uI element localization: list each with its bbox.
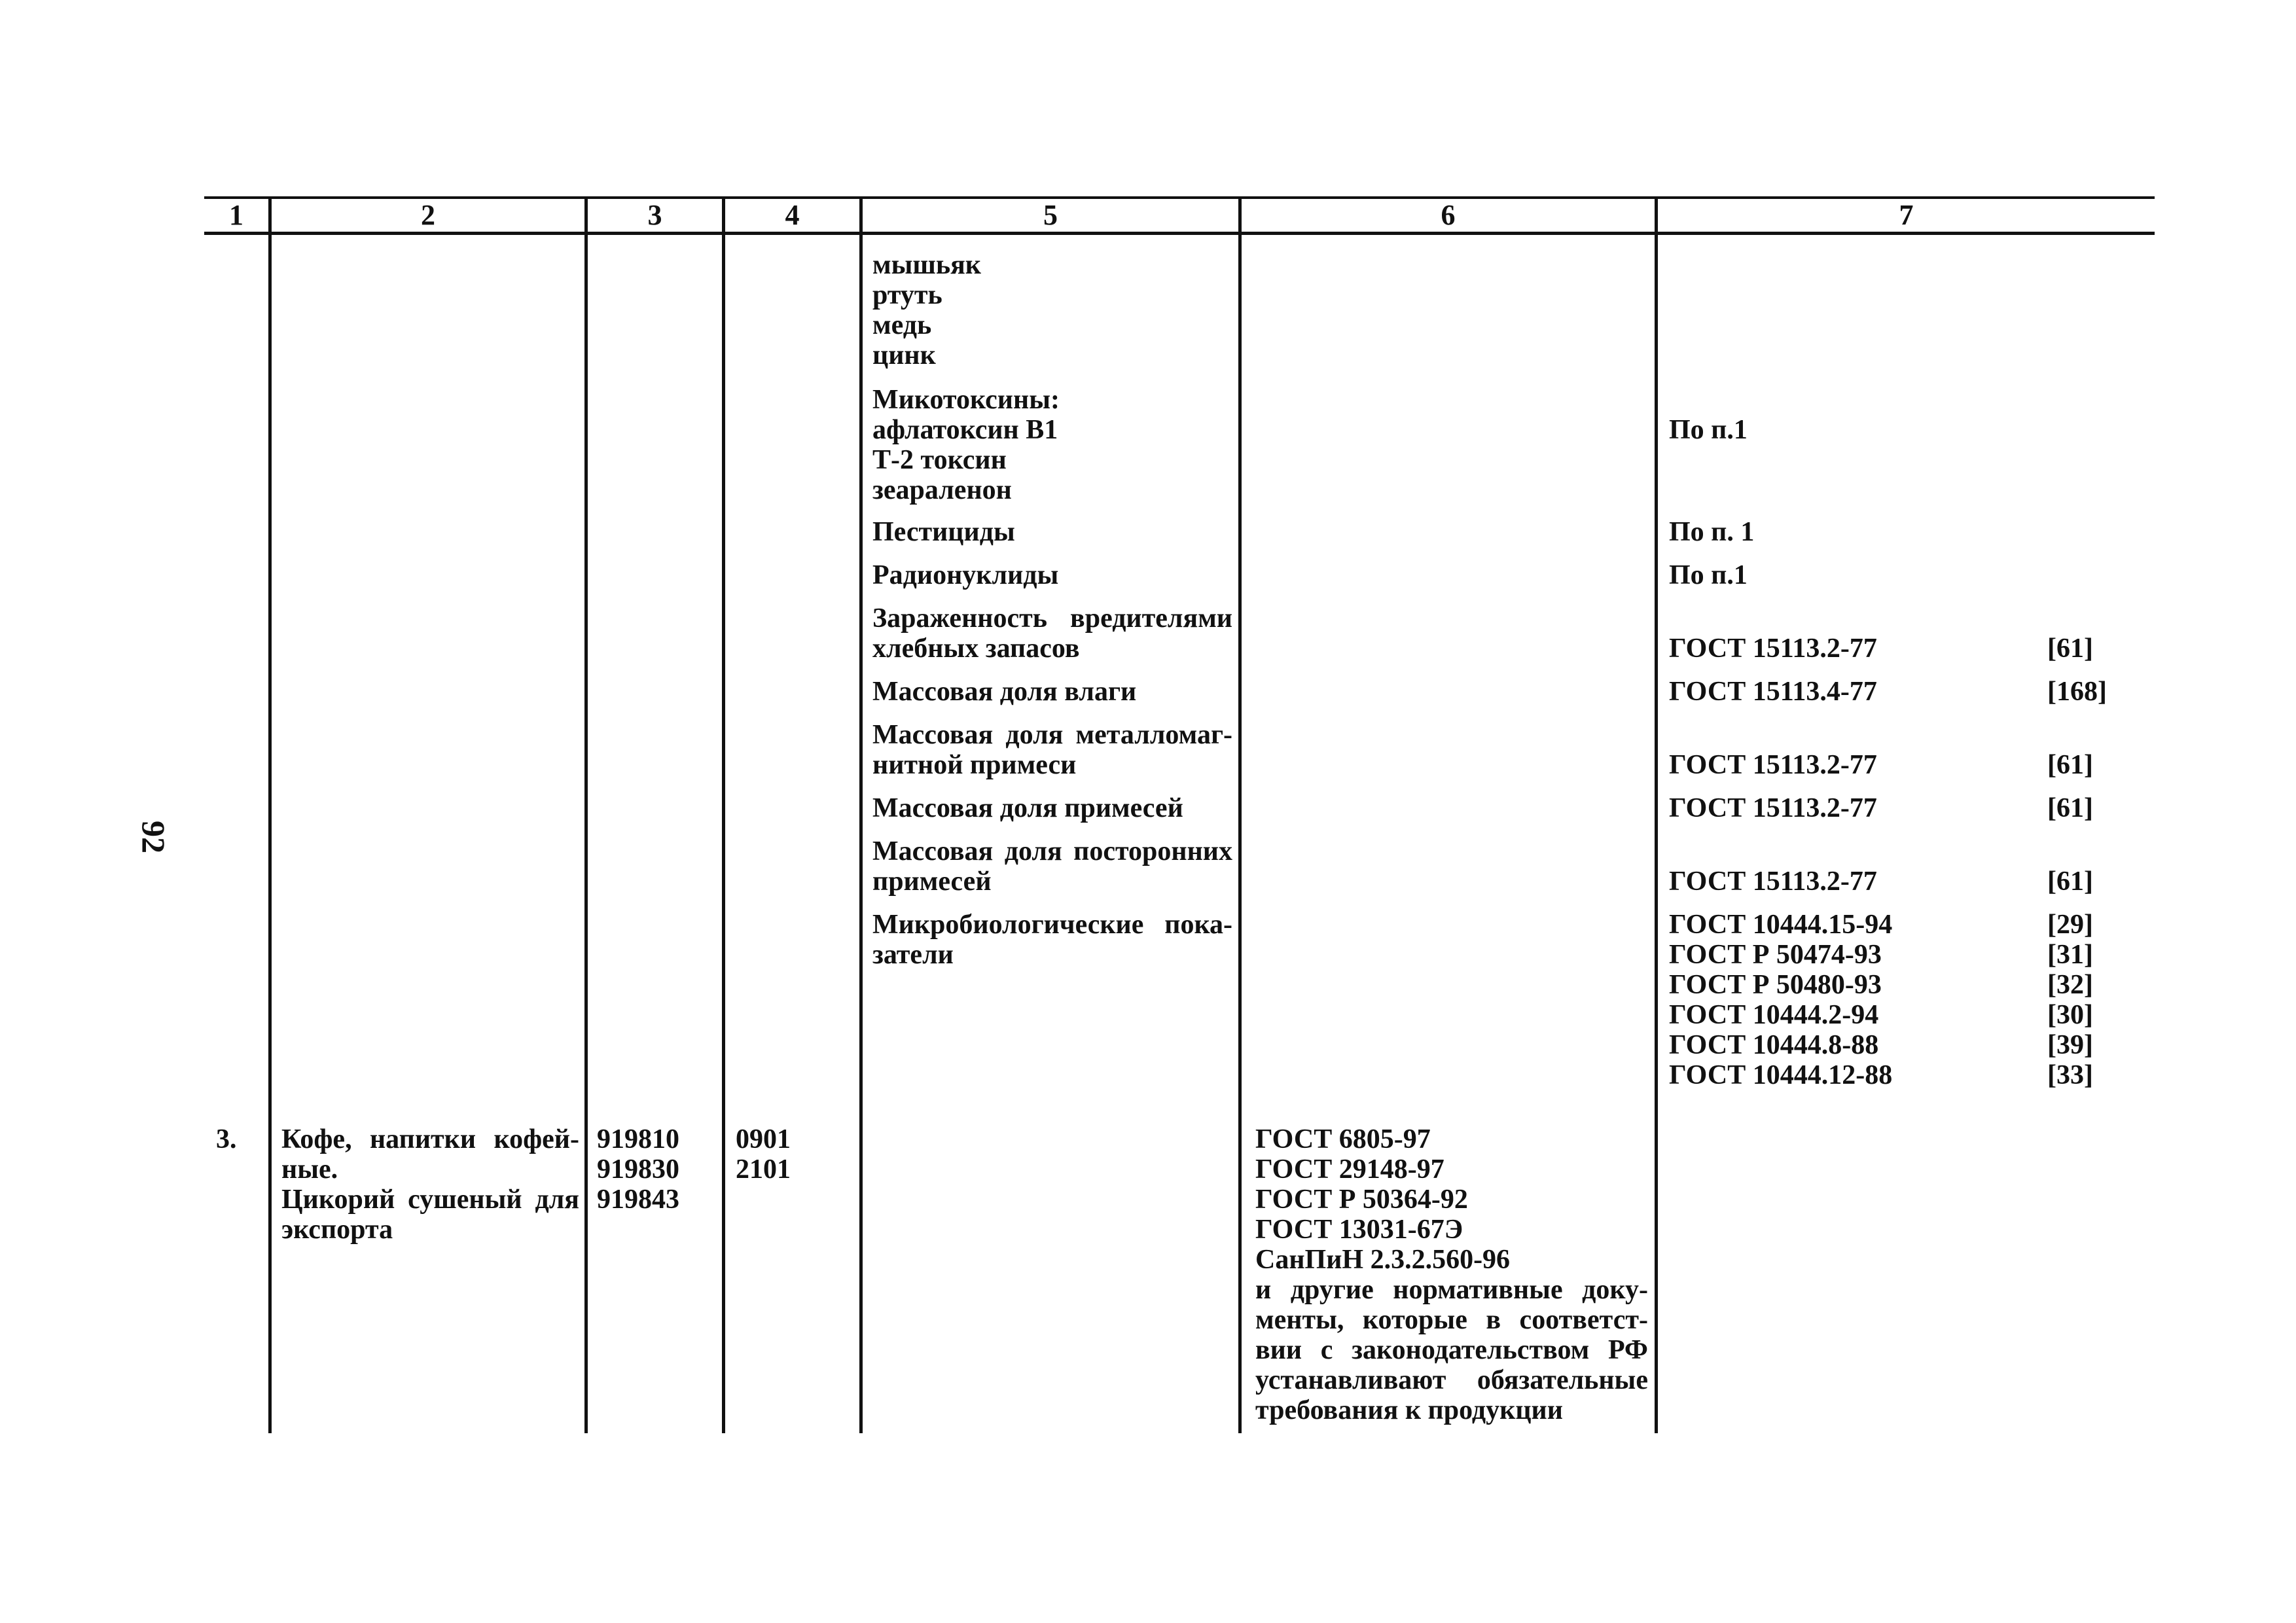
col-divider-1 (268, 196, 272, 1433)
indicator-heavy-metals: мышьяк ртуть медь цинк (872, 250, 981, 370)
ref-moisture: [168] (2047, 677, 2107, 707)
header-col-3: 3 (647, 198, 662, 231)
method-radionuclides: По п.1 (1669, 560, 1748, 590)
header-col-4: 4 (785, 198, 800, 231)
ref-pest-infestation: [61] (2047, 633, 2093, 664)
micro-ref: [31] (2047, 940, 2093, 970)
col-divider-3 (722, 196, 725, 1433)
col-divider-5 (1238, 196, 1242, 1433)
indicator-microbiological: Микробиологические пока- затели (872, 910, 1232, 970)
header-col-5: 5 (1043, 198, 1058, 231)
micro-ref: [33] (2047, 1060, 2093, 1090)
method-impurities: ГОСТ 15113.2-77 (1669, 793, 1877, 823)
indicator-pest-infestation: Зараженность вредителями хлебных запасов (872, 603, 1232, 664)
row3-product-name: Кофе, напитки кофей- ные. Цикорий сушеный для экспорта (281, 1124, 579, 1245)
method-pesticides: По п. 1 (1669, 517, 1755, 547)
ref-foreign-impurities: [61] (2047, 866, 2093, 897)
ref-impurities: [61] (2047, 793, 2093, 823)
indicator-radionuclides: Радионуклиды (872, 560, 1059, 590)
micro-ref: [39] (2047, 1030, 2093, 1060)
micro-method: ГОСТ 10444.15-94 (1669, 910, 1893, 940)
micro-ref: [32] (2047, 970, 2093, 1000)
row3-okp-codes: 919810 919830 919843 (597, 1124, 679, 1215)
method-mycotoxins: По п.1 (1669, 415, 1748, 445)
indicator-metallomagnetic: Массовая доля металломаг- нитной примеси (872, 720, 1232, 780)
header-bottom-rule (204, 232, 2155, 235)
ref-metallomagnetic: [61] (2047, 750, 2093, 780)
micro-ref: [29] (2047, 910, 2093, 940)
row3-tnved-codes: 0901 2101 (736, 1124, 791, 1185)
header-col-1: 1 (229, 198, 243, 231)
col-divider-6 (1655, 196, 1658, 1433)
micro-methods-list (1669, 910, 1892, 1090)
header-col-6: 6 (1441, 198, 1456, 231)
method-pest-infestation: ГОСТ 15113.2-77 (1669, 633, 1877, 664)
row3-number: 3. (216, 1124, 237, 1154)
micro-method: ГОСТ 10444.8-88 (1669, 1030, 1879, 1060)
micro-method: ГОСТ Р 50474-93 (1669, 940, 1882, 970)
header-col-7: 7 (1899, 198, 1914, 231)
indicator-pesticides: Пестициды (872, 517, 1015, 547)
micro-method: ГОСТ 10444.2-94 (1669, 1000, 1879, 1030)
indicator-moisture: Массовая доля влаги (872, 677, 1137, 707)
page-number: 92 (135, 821, 172, 853)
col-divider-4 (859, 196, 863, 1433)
indicator-mycotoxins: Микотоксины: афлатоксин В1 Т-2 токсин зеараленон (872, 385, 1060, 505)
method-metallomagnetic: ГОСТ 15113.2-77 (1669, 750, 1877, 780)
header-col-2: 2 (421, 198, 435, 231)
col-divider-2 (584, 196, 588, 1433)
micro-ref: [30] (2047, 1000, 2093, 1030)
indicator-foreign-impurities: Массовая доля посторонних примесей (872, 836, 1232, 897)
indicator-impurities: Массовая доля примесей (872, 793, 1183, 823)
method-foreign-impurities: ГОСТ 15113.2-77 (1669, 866, 1877, 897)
micro-method: ГОСТ Р 50480-93 (1669, 970, 1882, 1000)
row3-normative-docs: ГОСТ 6805-97 ГОСТ 29148-97 ГОСТ Р 50364-92 ГОСТ 13031-67Э СанПиН 2.3.2.560-96 и другие нормативные доку- менты, которые в соответст- вии с законодательством РФ устанавливают обязательные требования к продукции (1255, 1124, 1648, 1425)
method-moisture: ГОСТ 15113.4-77 (1669, 677, 1877, 707)
micro-refs-list (2047, 910, 2093, 1090)
micro-method: ГОСТ 10444.12-88 (1669, 1060, 1893, 1090)
